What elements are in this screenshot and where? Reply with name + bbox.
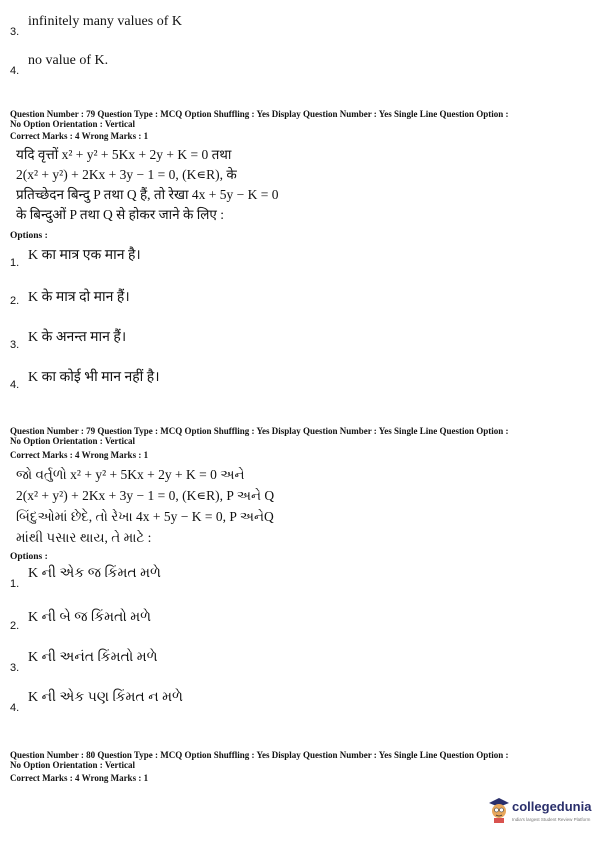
option-number: 4. (10, 379, 20, 391)
option-text: K का मात्र एक मान है। (28, 248, 141, 263)
question-header: Question Number : 79 Question Type : MCQ Option Shuffling : Yes Display Question Number : Yes Single Line Question Option : (10, 426, 509, 436)
question-stem-line: જો વર્તુળો x² + y² + 5Kx + 2y + K = 0 અને (16, 467, 245, 482)
options-label: Options : (10, 552, 48, 562)
option-text: K का कोई भी मान नहीं है। (28, 370, 160, 385)
question-header: Question Number : 80 Question Type : MCQ Option Shuffling : Yes Display Question Number : Yes Single Line Question Option : (10, 750, 509, 760)
question-stem-line: 2(x² + y²) + 2Kx + 3y − 1 = 0, (K∊R), P અને Q (16, 488, 275, 503)
question-header-cont: No Option Orientation : Vertical (10, 119, 135, 129)
question-stem-line: માંથી પસાર થાય, તે માટે : (16, 530, 152, 545)
option-number: 1. (10, 257, 20, 269)
option-text: infinitely many values of K (28, 14, 182, 29)
option-number: 3. (10, 662, 20, 674)
question-stem-line: यदि वृत्तों x² + y² + 5Kx + 2y + K = 0 तथा (16, 147, 232, 162)
question-stem-line: બિંદુઓમાં છેદે, તો રેખા 4x + 5y − K = 0, P અનેQ (16, 509, 274, 524)
option-text: K के मात्र दो मान हैं। (28, 290, 130, 305)
option-number: 2. (10, 295, 20, 307)
marks-line: Correct Marks : 4 Wrong Marks : 1 (10, 773, 149, 783)
option-text: K ની એક જ કિંમત મળે (28, 566, 161, 581)
question-header: Question Number : 79 Question Type : MCQ Option Shuffling : Yes Display Question Number : Yes Single Line Question Option : (10, 109, 509, 119)
question-stem-line: प्रतिच्छेदन बिन्दु P तथा Q हैं, तो रेखा 4x + 5y − K = 0 (16, 187, 279, 202)
options-label: Options : (10, 231, 48, 241)
collegedunia-logo (488, 795, 592, 835)
question-stem-line: 2(x² + y²) + 2Kx + 3y − 1 = 0, (K∊R), के (16, 167, 237, 182)
question-header-cont: No Option Orientation : Vertical (10, 436, 135, 446)
logo-tagline: India's largest Student Review Platform (512, 817, 591, 822)
option-text: K ની એક પણ કિંમત ન મળે (28, 690, 183, 705)
marks-line: Correct Marks : 4 Wrong Marks : 1 (10, 450, 149, 460)
question-stem-line: के बिन्दुओं P तथा Q से होकर जाने के लिए : (16, 207, 224, 222)
option-number: 1. (10, 578, 20, 590)
option-number: 3. (10, 339, 20, 351)
marks-line: Correct Marks : 4 Wrong Marks : 1 (10, 131, 149, 141)
option-number: 3. (10, 26, 20, 38)
question-header-cont: No Option Orientation : Vertical (10, 760, 135, 770)
option-number: 4. (10, 65, 20, 77)
option-text: K ની અનંત કિંમતો મળે (28, 650, 158, 665)
logo-wordmark: collegedunia (512, 799, 592, 814)
option-number: 4. (10, 702, 20, 714)
graduate-mascot-icon (488, 797, 510, 823)
option-number: 2. (10, 620, 20, 632)
option-text: no value of K. (28, 53, 109, 68)
option-text: K के अनन्त मान हैं। (28, 330, 127, 345)
option-text: K ની બે જ કિંમતો મળે (28, 610, 152, 625)
